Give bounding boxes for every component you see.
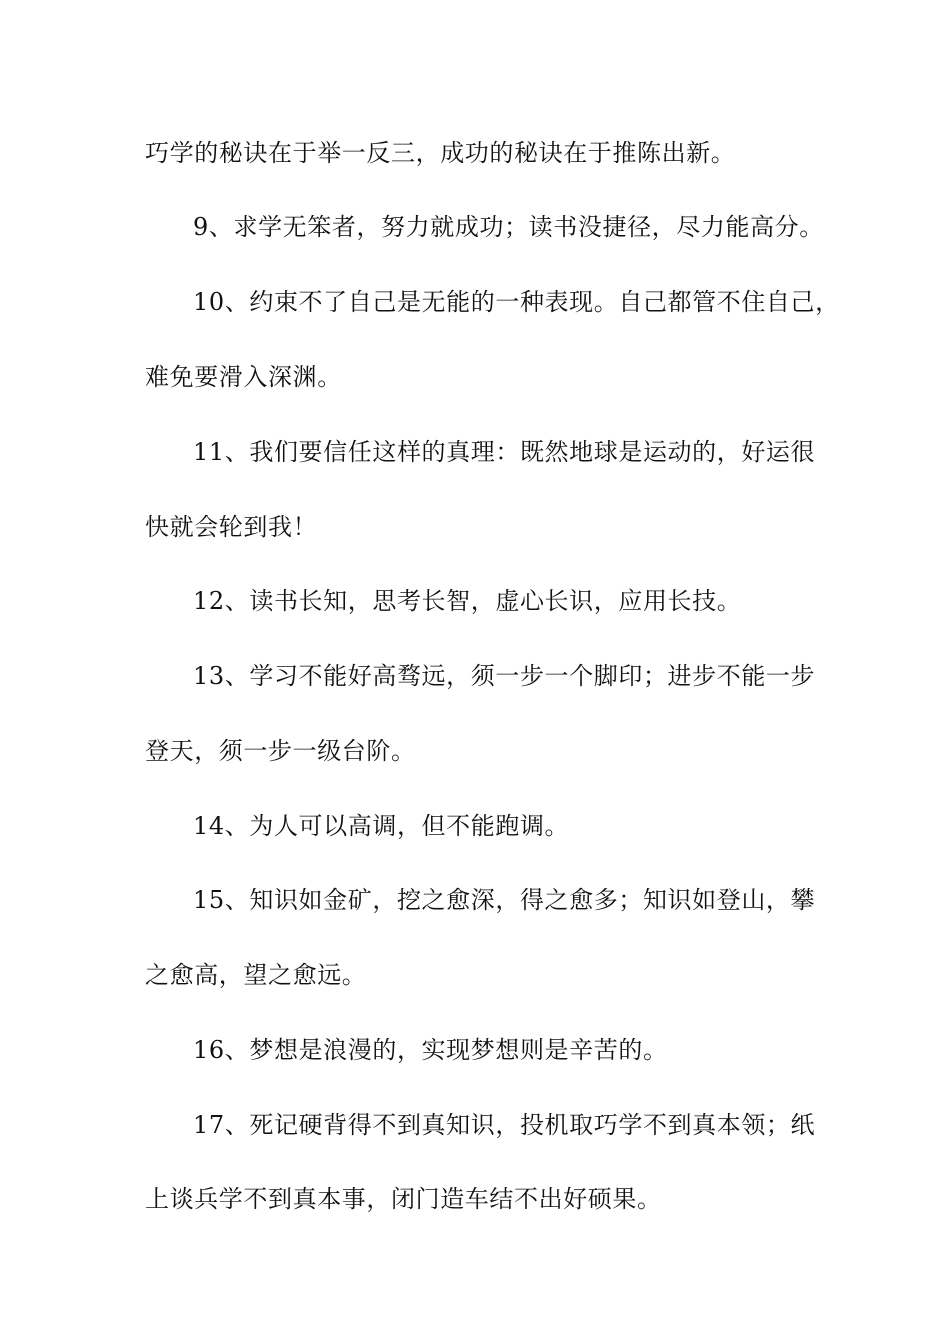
quote-12: 12、读书长知，思考长智，虚心长识，应用长技。 xyxy=(193,587,742,615)
quote-10-line-1: 10、约束不了自己是无能的一种表现。自己都管不住自己， xyxy=(193,288,840,316)
quote-11-line-2: 快就会轮到我！ xyxy=(145,513,318,541)
quote-17-line-2: 上谈兵学不到真本事，闭门造车结不出好硕果。 xyxy=(145,1185,662,1213)
quote-13-line-1: 13、学习不能好高骛远，须一步一个脚印；进步不能一步 xyxy=(193,662,816,690)
quote-17-line-1: 17、死记硬背得不到真知识，投机取巧学不到真本领；纸 xyxy=(193,1111,816,1139)
quote-11-line-1: 11、我们要信任这样的真理：既然地球是运动的，好运很 xyxy=(193,438,816,466)
quote-9: 9、求学无笨者，努力就成功；读书没捷径，尽力能高分。 xyxy=(193,213,824,241)
quote-14: 14、为人可以高调，但不能跑调。 xyxy=(193,812,570,840)
text-line-continuation: 巧学的秘诀在于举一反三，成功的秘诀在于推陈出新。 xyxy=(145,139,736,167)
quote-15-line-1: 15、知识如金矿，挖之愈深，得之愈多；知识如登山，攀 xyxy=(193,886,816,914)
quote-10-line-2: 难免要滑入深渊。 xyxy=(145,363,342,391)
quote-15-line-2: 之愈高，望之愈远。 xyxy=(145,961,367,989)
quote-13-line-2: 登天，须一步一级台阶。 xyxy=(145,737,416,765)
quote-16: 16、梦想是浪漫的，实现梦想则是辛苦的。 xyxy=(193,1036,668,1064)
